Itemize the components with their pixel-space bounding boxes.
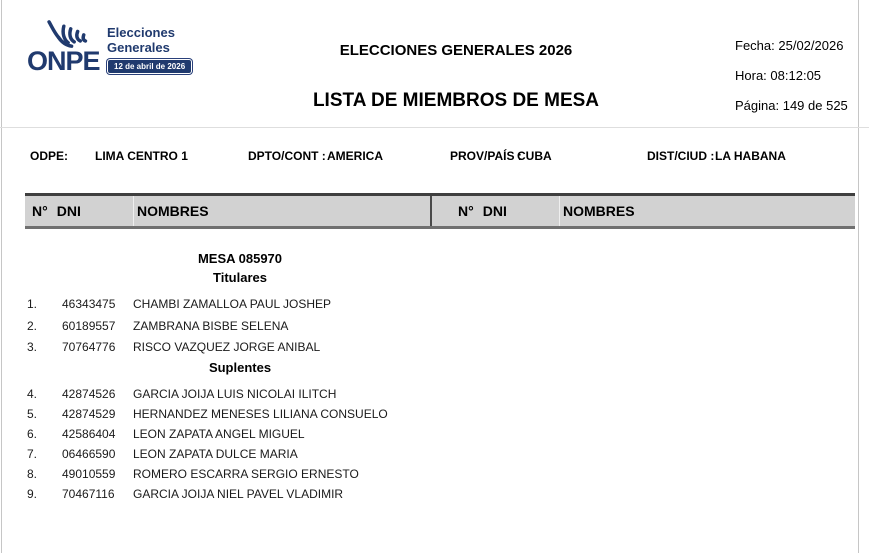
section-title-titulares: Titulares bbox=[213, 270, 267, 285]
row-number: 9. bbox=[27, 487, 38, 501]
member-row bbox=[25, 427, 845, 443]
row-name: LEON ZAPATA ANGEL MIGUEL bbox=[133, 427, 305, 441]
table-header-bar bbox=[25, 193, 855, 229]
row-name: LEON ZAPATA DULCE MARIA bbox=[133, 447, 298, 461]
page-title: LISTA DE MIEMBROS DE MESA bbox=[312, 90, 600, 111]
row-dni: 60189557 bbox=[62, 319, 116, 333]
row-dni: 06466590 bbox=[62, 447, 116, 461]
row-dni: 70467116 bbox=[62, 487, 115, 501]
logo-text-block bbox=[107, 25, 192, 74]
member-row bbox=[25, 447, 845, 463]
date-label: Fecha: bbox=[735, 38, 775, 53]
row-number: 5. bbox=[27, 407, 38, 421]
row-name: CHAMBI ZAMALLOA PAUL JOSHEP bbox=[133, 297, 332, 311]
page-info-block bbox=[735, 38, 848, 128]
mesa-title: MESA 085970 bbox=[197, 251, 283, 266]
odpe-value: LIMA CENTRO 1 bbox=[95, 149, 188, 163]
row-dni: 42874526 bbox=[62, 387, 116, 401]
column-divider bbox=[133, 196, 134, 226]
row-name: ZAMBRANA BISBE SELENA bbox=[133, 319, 289, 333]
location-meta-row bbox=[0, 149, 869, 165]
onpe-logo bbox=[25, 15, 200, 93]
logo-line2: Generales bbox=[107, 40, 170, 55]
row-number: 1. bbox=[27, 297, 38, 311]
row-name: GARCIA JOIJA LUIS NICOLAI ILITCH bbox=[133, 387, 337, 401]
member-row bbox=[25, 297, 845, 313]
row-dni: 49010559 bbox=[62, 467, 116, 481]
prov-label: PROV/PAÍS : bbox=[450, 149, 522, 163]
row-dni: 46343475 bbox=[62, 297, 116, 311]
row-number: 6. bbox=[27, 427, 38, 441]
row-dni: 70764776 bbox=[62, 340, 116, 354]
member-row bbox=[25, 319, 845, 335]
row-name: GARCIA JOIJA NIEL PAVEL VLADIMIR bbox=[133, 487, 344, 501]
col-nombres-left: NOMBRES bbox=[137, 203, 209, 219]
page-number-label: Página: bbox=[735, 98, 780, 113]
row-number: 4. bbox=[27, 387, 38, 401]
member-row bbox=[25, 487, 845, 503]
row-number: 3. bbox=[27, 340, 38, 354]
member-row bbox=[25, 340, 845, 356]
prov-value: CUBA bbox=[517, 149, 552, 163]
row-dni: 42586404 bbox=[62, 427, 116, 441]
time-label: Hora: bbox=[735, 68, 767, 83]
col-num-right: N° bbox=[458, 203, 474, 219]
member-row bbox=[25, 467, 845, 483]
member-row bbox=[25, 407, 845, 423]
logo-line1: Elecciones bbox=[107, 25, 175, 40]
col-dni-right: DNI bbox=[482, 203, 507, 219]
time-value: 08:12:05 bbox=[770, 68, 822, 83]
row-number: 8. bbox=[27, 467, 38, 481]
table-middle-divider bbox=[430, 196, 432, 226]
page-right-border bbox=[858, 0, 859, 553]
election-date-badge: 12 de abril de 2026 bbox=[107, 59, 192, 74]
row-number: 7. bbox=[27, 447, 38, 461]
time-line bbox=[735, 68, 848, 83]
dpto-label: DPTO/CONT : bbox=[248, 149, 326, 163]
header-left-num-dni bbox=[32, 196, 81, 226]
col-dni-left: DNI bbox=[56, 203, 81, 219]
header-right-num-dni bbox=[458, 196, 507, 226]
date-line bbox=[735, 38, 848, 53]
document-title: ELECCIONES GENERALES 2026 bbox=[339, 42, 573, 59]
col-num-left: N° bbox=[32, 203, 48, 219]
row-name: HERNANDEZ MENESES LILIANA CONSUELO bbox=[133, 407, 388, 421]
row-name: ROMERO ESCARRA SERGIO ERNESTO bbox=[133, 467, 359, 481]
dist-value: LA HABANA bbox=[715, 149, 786, 163]
dpto-value: AMERICA bbox=[327, 149, 383, 163]
row-number: 2. bbox=[27, 319, 38, 333]
odpe-label: ODPE: bbox=[30, 149, 69, 163]
col-nombres-right: NOMBRES bbox=[563, 203, 635, 219]
date-value: 25/02/2026 bbox=[778, 38, 844, 53]
onpe-wordmark: ONPE bbox=[27, 46, 100, 76]
column-divider bbox=[559, 196, 560, 226]
page-number-value: 149 de 525 bbox=[782, 98, 848, 113]
member-row bbox=[25, 387, 845, 403]
header-divider bbox=[0, 127, 869, 128]
section-title-suplentes: Suplentes bbox=[208, 360, 272, 375]
dist-label: DIST/CIUD : bbox=[647, 149, 715, 163]
row-dni: 42874529 bbox=[62, 407, 116, 421]
page-left-border bbox=[1, 0, 2, 553]
page-number-line bbox=[735, 98, 848, 113]
row-name: RISCO VAZQUEZ JORGE ANIBAL bbox=[133, 340, 321, 354]
